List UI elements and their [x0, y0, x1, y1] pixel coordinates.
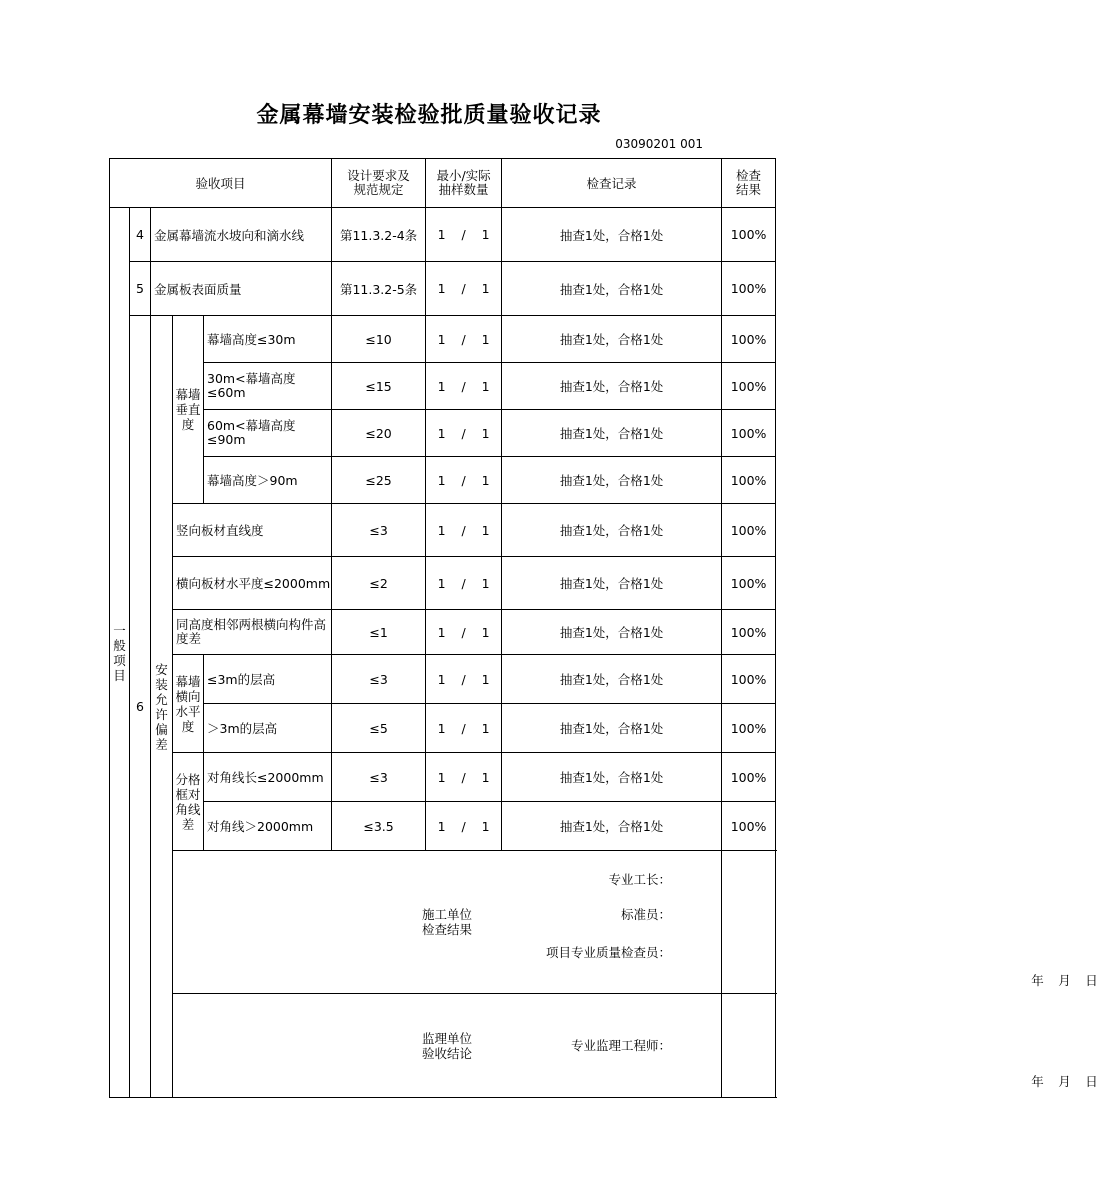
item-record: 抽查1处，合格1处	[502, 655, 722, 704]
item-sample: 1 / 1	[426, 753, 502, 802]
item-name: 幕墙高度＞90m	[204, 457, 332, 504]
foreman-label: 专业工长：	[608, 872, 672, 887]
item-sample: 1 / 1	[426, 410, 502, 457]
item-design: ≤15	[332, 363, 426, 410]
table-row	[110, 410, 776, 457]
supervision-unit-row	[110, 994, 776, 1098]
record-code: 03090201 001	[615, 137, 703, 151]
item-result: 100%	[722, 363, 776, 410]
diagonal-diff-label: 分格框对角线差	[173, 753, 204, 851]
header-sample: 最小/实际 抽样数量	[426, 159, 502, 208]
item-design: ≤3	[332, 504, 426, 557]
item-result: 100%	[722, 457, 776, 504]
item-name: 横向板材水平度≤2000mm	[173, 557, 332, 610]
item-record: 抽查1处，合格1处	[502, 457, 722, 504]
item-record: 抽查1处，合格1处	[502, 557, 722, 610]
acceptance-record-table	[109, 158, 1098, 1098]
item-name: 金属板表面质量	[151, 262, 332, 316]
item-design: ≤5	[332, 704, 426, 753]
item-result: 100%	[722, 504, 776, 557]
install-deviation-label: 安装允许偏差	[151, 316, 173, 1098]
item-design: ≤20	[332, 410, 426, 457]
item-name: 竖向板材直线度	[173, 504, 332, 557]
item-sample: 1 / 1	[426, 655, 502, 704]
supervision-date: 年 月 日	[1031, 1074, 1098, 1089]
item-record: 抽查1处，合格1处	[502, 802, 722, 851]
supervision-unit-label: 监理单位 验收结论	[173, 994, 722, 1098]
item-record: 抽查1处，合格1处	[502, 208, 722, 262]
table-row	[110, 704, 776, 753]
item-name: 对角线长≤2000mm	[204, 753, 332, 802]
table-row	[110, 655, 776, 704]
item-sample: 1 / 1	[426, 504, 502, 557]
item-sample: 1 / 1	[426, 802, 502, 851]
item-design: ≤10	[332, 316, 426, 363]
construction-signature-area	[546, 851, 1098, 994]
table-header-row	[110, 159, 776, 208]
item-record: 抽查1处，合格1处	[502, 316, 722, 363]
header-design: 设计要求及 规范规定	[332, 159, 426, 208]
item-sample: 1 / 1	[426, 557, 502, 610]
item-sample: 1 / 1	[426, 457, 502, 504]
item-design: ≤3	[332, 655, 426, 704]
item-name: 对角线＞2000mm	[204, 802, 332, 851]
general-items-label: 一般项目	[110, 208, 130, 1098]
horizontal-degree-label: 幕墙横向水平度	[173, 655, 204, 753]
quality-inspector-label: 项目专业质量检查员：	[546, 945, 672, 960]
item-sample: 1 / 1	[426, 610, 502, 655]
vertical-degree-label: 幕墙垂直度	[173, 316, 204, 504]
item-design: ≤3	[332, 753, 426, 802]
item-record: 抽查1处，合格1处	[502, 753, 722, 802]
item-design: ≤3.5	[332, 802, 426, 851]
header-item: 验收项目	[110, 159, 332, 208]
item-number: 5	[130, 262, 151, 316]
item-result: 100%	[722, 704, 776, 753]
item-record: 抽查1处，合格1处	[502, 704, 722, 753]
item-record: 抽查1处，合格1处	[502, 610, 722, 655]
item-record: 抽查1处，合格1处	[502, 262, 722, 316]
table-row	[110, 753, 776, 802]
table-row	[110, 557, 776, 610]
item-result: 100%	[722, 610, 776, 655]
item-result: 100%	[722, 753, 776, 802]
table-row	[110, 802, 776, 851]
construction-unit-row	[110, 851, 776, 994]
item-record: 抽查1处，合格1处	[502, 363, 722, 410]
item-name: 幕墙高度≤30m	[204, 316, 332, 363]
table-row	[110, 610, 776, 655]
table-row	[110, 363, 776, 410]
item-name: ≤3m的层高	[204, 655, 332, 704]
item-name: 同高度相邻两根横向构件高度差	[173, 610, 332, 655]
item-result: 100%	[722, 208, 776, 262]
item-name: 金属幕墙流水坡向和滴水线	[151, 208, 332, 262]
item-sample: 1 / 1	[426, 704, 502, 753]
item-design: ≤25	[332, 457, 426, 504]
table-row	[110, 504, 776, 557]
item-result: 100%	[722, 802, 776, 851]
supervision-signature-area	[571, 994, 1098, 1098]
standard-officer-label: 标准员：	[621, 907, 672, 922]
table-row	[110, 316, 776, 363]
item-result: 100%	[722, 262, 776, 316]
item-name: 30m<幕墙高度≤60m	[204, 363, 332, 410]
item-result: 100%	[722, 557, 776, 610]
header-record: 检查记录	[502, 159, 722, 208]
item-sample: 1 / 1	[426, 363, 502, 410]
header-result: 检查 结果	[722, 159, 776, 208]
item-design: ≤2	[332, 557, 426, 610]
item-record: 抽查1处，合格1处	[502, 410, 722, 457]
item-result: 100%	[722, 316, 776, 363]
supervision-engineer-label: 专业监理工程师：	[571, 1038, 672, 1053]
item-sample: 1 / 1	[426, 316, 502, 363]
page-title: 金属幕墙安装检验批质量验收记录	[256, 102, 602, 128]
item-record: 抽查1处，合格1处	[502, 504, 722, 557]
item-design: ≤1	[332, 610, 426, 655]
item-design: 第11.3.2-4条	[332, 208, 426, 262]
table-row	[110, 262, 776, 316]
item-design: 第11.3.2-5条	[332, 262, 426, 316]
construction-unit-label: 施工单位 检查结果	[173, 851, 722, 994]
item-result: 100%	[722, 655, 776, 704]
item-sample: 1 / 1	[426, 262, 502, 316]
construction-date: 年 月 日	[1031, 973, 1098, 988]
table-row	[110, 208, 776, 262]
item-number: 4	[130, 208, 151, 262]
item-sample: 1 / 1	[426, 208, 502, 262]
item-number: 6	[130, 316, 151, 1098]
item-name: ＞3m的层高	[204, 704, 332, 753]
item-result: 100%	[722, 410, 776, 457]
table-row	[110, 457, 776, 504]
item-name: 60m<幕墙高度≤90m	[204, 410, 332, 457]
